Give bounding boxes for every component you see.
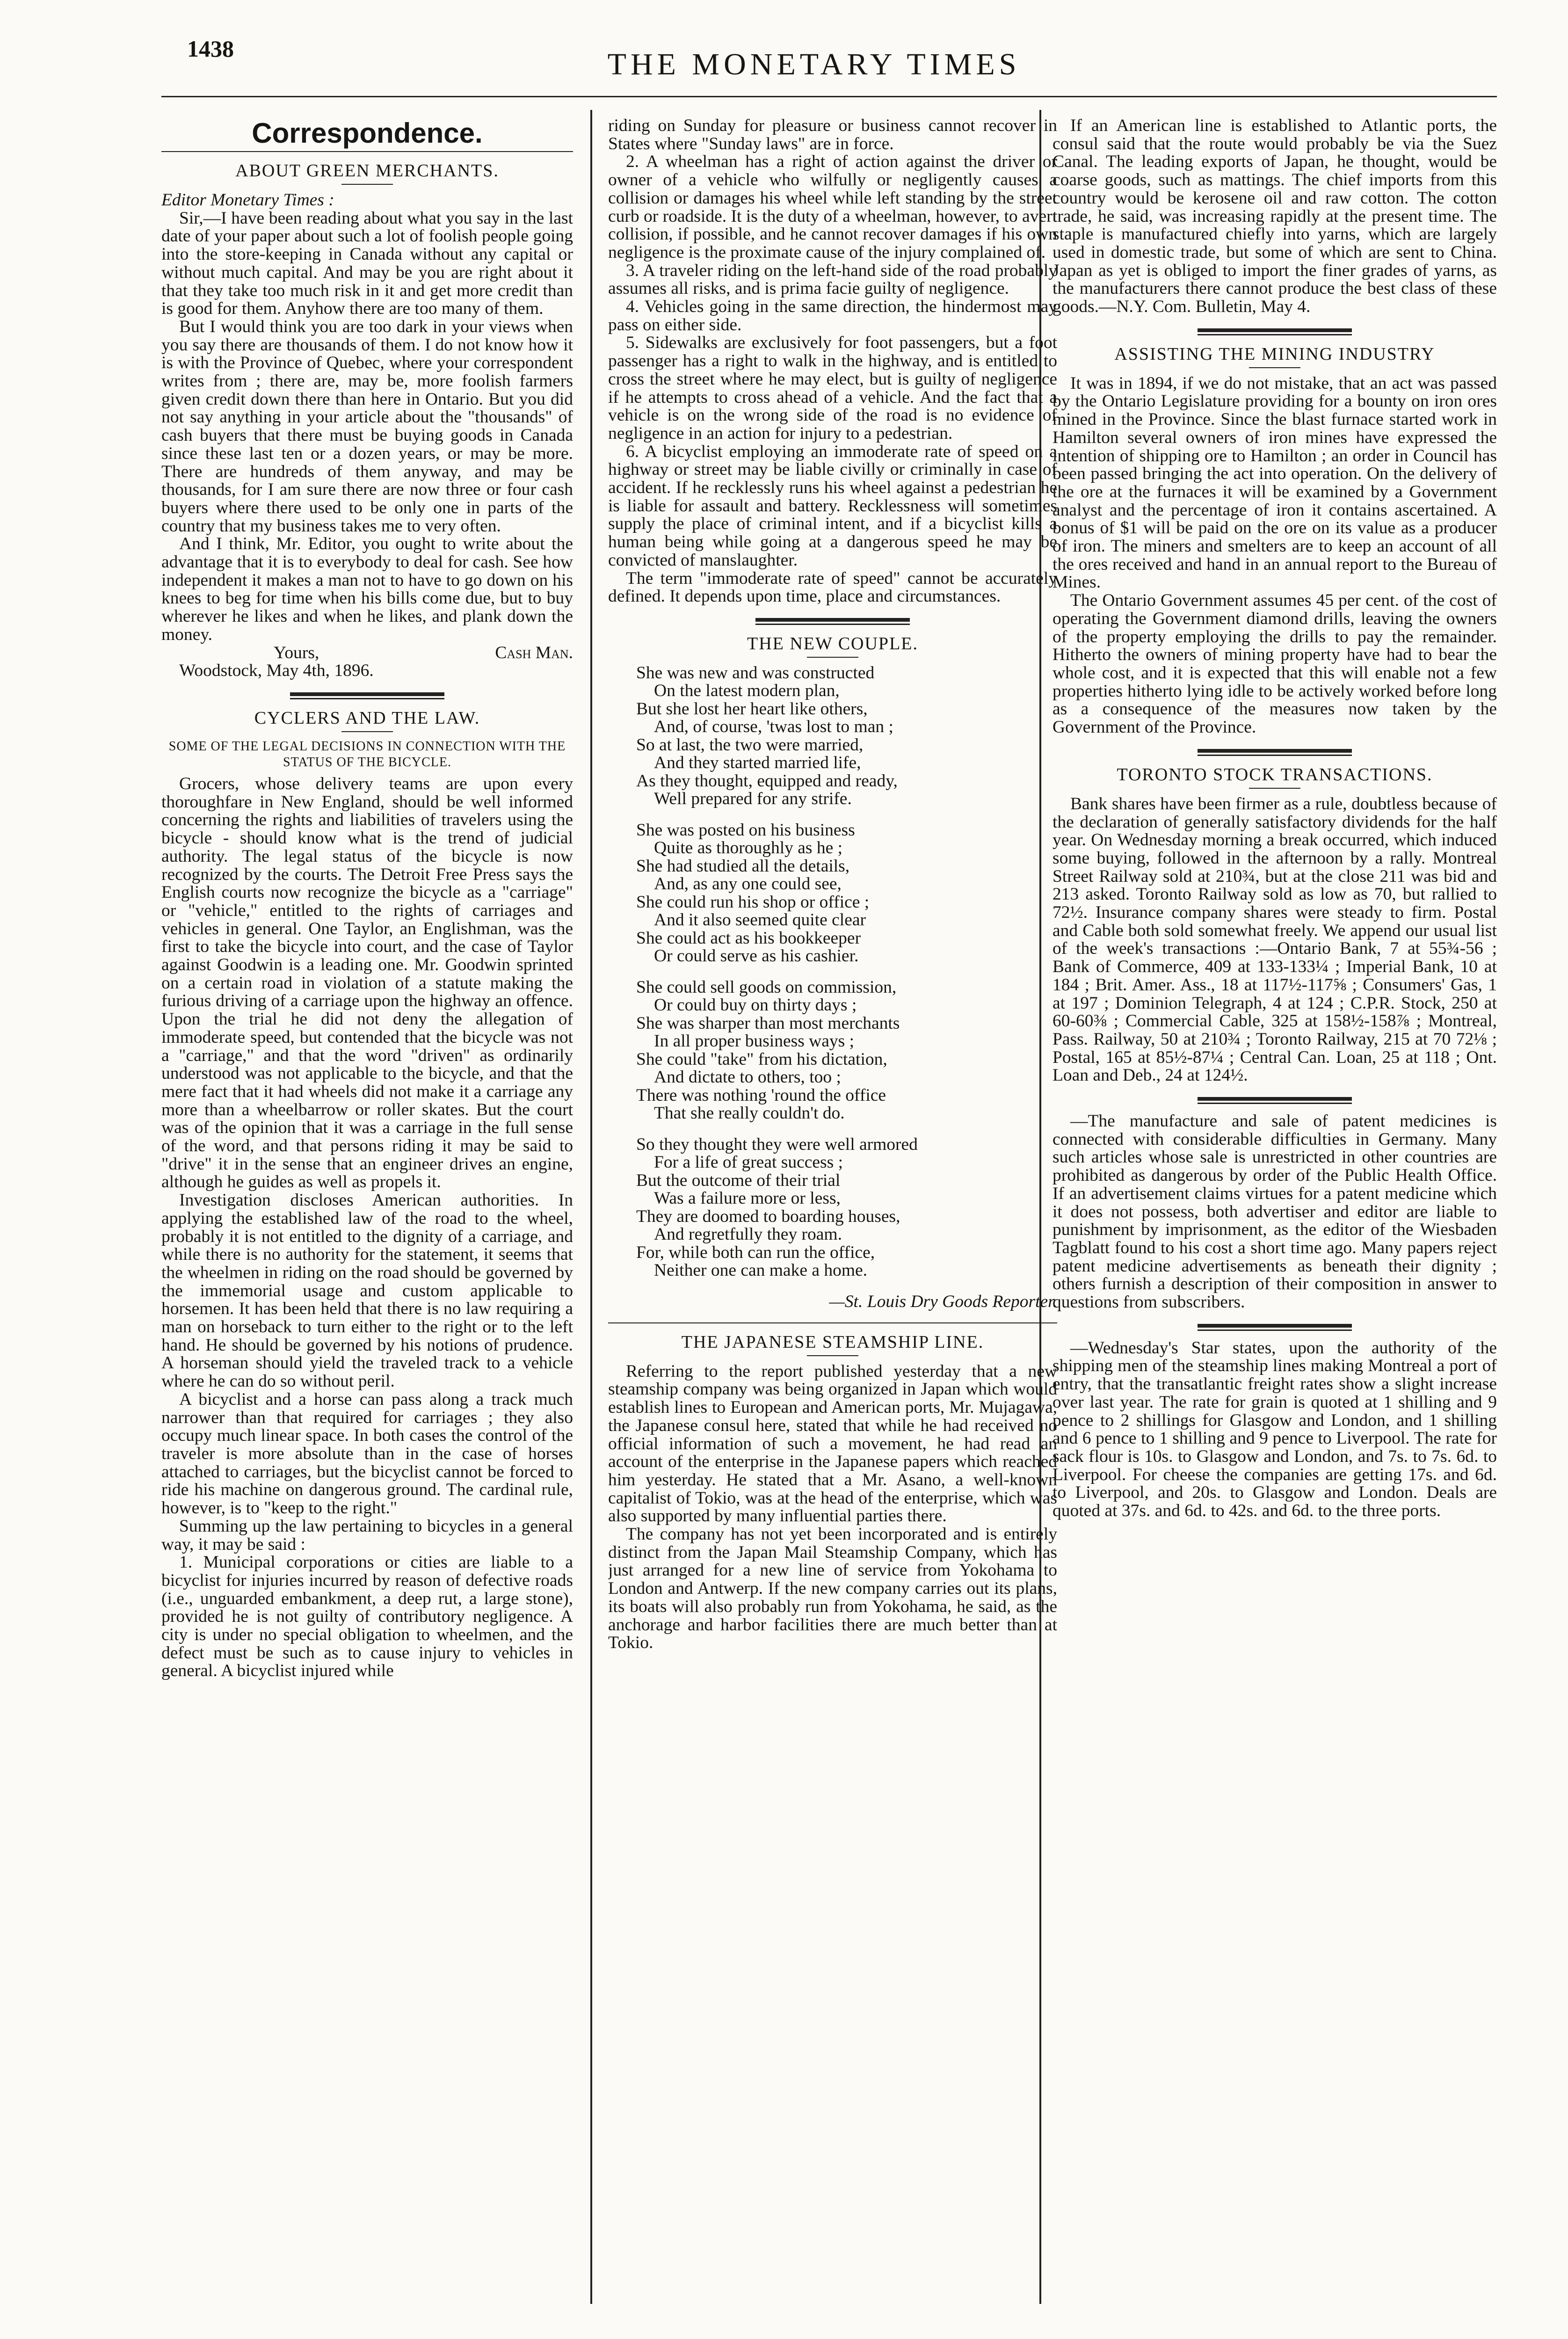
stock-title: TORONTO STOCK TRANSACTIONS.	[1117, 764, 1433, 785]
star-paragraph: —Wednesday's Star states, upon the authority of the shipping men of the steamship lines making Montreal a port of entry, that the transatlantic freight rates show a slight increase over last year. The rate for grain is quoted at 1 shilling and 9 pence to 2 shillings for Glasgow and London, and 1 shilling and 6 pence to 1 shilling and 9 pence to Liverpool. The rate for sack flour is 10s. to Glasgow and London, and 7s. to 7s. 6d. to Liverpool. For cheese the companies are getting 17s. and 6d. to Liverpool, and 20s. to Glasgow and London. Deals are quoted at 37s. and 6d. to 42s. and 6d. to the three ports.	[1053, 1338, 1497, 1521]
masthead: THE MONETARY TIMES	[607, 47, 1021, 81]
poem-line: But the outcome of their trial	[636, 1170, 841, 1190]
new-couple-title: THE NEW COUPLE.	[747, 633, 918, 654]
cyclers-continued-5: 5. Sidewalks are exclusively for foot passengers, but a foot passenger has a right to walk in the highway, and is entitled to cross the street where he may elect, but is guilty of negligence if he attempts to cross ahead of a vehicle. And the fact that a vehicle is on the wrong side of the road is no evidence of negligence in an action for injury to a pedestrian.	[608, 333, 1057, 443]
section-divider	[1198, 328, 1352, 335]
column-3	[1053, 117, 1497, 2316]
cyclers-continued-7: The term "immoderate rate of speed" cannot be accurately defined. It depends upon time, place and circumstances.	[608, 568, 1057, 606]
mining-title: ASSISTING THE MINING INDUSTRY	[1114, 344, 1435, 364]
poem	[636, 664, 1057, 1280]
poem-line: And dictate to others, too ;	[654, 1068, 841, 1087]
cyclers-title: CYCLERS AND THE LAW.	[254, 708, 480, 728]
poem-line: Or could buy on thirty days ;	[654, 995, 857, 1015]
poem-line: She was sharper than most merchants	[636, 1013, 900, 1033]
poem-line: She was new and was constructed	[636, 663, 875, 683]
column-rule-1	[590, 110, 592, 2304]
poem-line: Well prepared for any strife.	[654, 789, 852, 809]
poem-source: —St. Louis Dry Goods Reporter.	[829, 1292, 1057, 1311]
poem-line: And regretfully they roam.	[654, 1225, 842, 1244]
signature	[161, 644, 573, 662]
stock-paragraph: Bank shares have been firmer as a rule, doubtless because of the declaration of generally satisfactory dividends for the half year. On Wednesday morning a break occurred, which induced some buying, followed in the afternoon by a rally. Montreal Street Railway sold at 210¾, but at the close 211 was bid and 213 asked. Toronto Railway sold as low as 70, but rallied to 72½. Insurance company shares were steady to firm. Postal and Cable both sold somewhat freely. We append our usual list of the week's transactions :—Ontario Bank, 7 at 55¾-56 ; Bank of Commerce, 409 at 133-133¼ ; Imperial Bank, 10 at 184 ; Brit. Amer. Ass., 18 at 117½-117⅝ ; Consumers' Gas, 1 at 197 ; Dominion Telegraph, 4 at 124 ; C.P.R. Stock, 250 at 60-60⅜ ; Commercial Cable, 325 at 158½-158⅞ ; Montreal, Pass. Railway, 50 at 210¾ ; Toronto Railway, 215 at 70 72⅛ ; Postal, 165 at 85½-87¼ ; Central Can. Loan, 25 at 118 ; Ont. Loan and Deb., 24 at 124½.	[1053, 794, 1497, 1085]
cyclers-continued-2: 2. A wheelman has a right of action against the driver or owner of a vehicle who wilfully or negligently causes a collision or damages his wheel while left standing by the street curb or roadside. It is the duty of a wheelman, however, to avert collision, if possible, and he cannot recover damages if his own negligence is the proximate cause of the injury complained of.	[608, 152, 1057, 262]
japanese-steamship-title: THE JAPANESE STEAMSHIP LINE.	[681, 1332, 984, 1352]
signature-yours: Yours,	[274, 643, 319, 662]
cyclers-continued-1: riding on Sunday for pleasure or business cannot recover in States where "Sunday laws" are in force.	[608, 117, 1057, 153]
poem-line: So they thought they were well armored	[636, 1134, 918, 1154]
rule	[1249, 367, 1300, 368]
cyclers-paragraph-1: Grocers, whose delivery teams are upon every thoroughfare in New England, should be well informed concerning the rights and liabilities of travelers using the bicycle - should know what is the trend of judicial authority. The legal status of the bicycle is now recognized by the courts. The Detroit Free Press says the English courts now recognize the bicycle as a "carriage" or "vehicle," entitled to the rights of carriages and vehicles in general. One Taylor, an Englishman, was the first to take the bicycle into court, and the case of Taylor against Goodwin is a leading one. Mr. Goodwin sprinted on a certain road in violation of a statute making the furious driving of a carriage upon the highway an offence. Upon the trial he did not deny the allegation of immoderate speed, but contended that the bicycle was not a "carriage," and that the word "driven" as ordinarily understood was not applicable to the bicycle, and that the mere fact that it had wheels did not make it a carriage any more than a wheelbarrow or roller skates. But the court was of the opinion that it was a carriage in the full sense of the word, and that persons riding it may be said to "drive" it in the sense that an engineer drives an engine, although he guides as well as propels it.	[161, 774, 573, 1192]
page-number: 1438	[187, 36, 234, 62]
poem-line: Or could serve as his cashier.	[654, 946, 859, 966]
section-divider	[755, 618, 910, 625]
cyclers-subtitle: SOME OF THE LEGAL DECISIONS IN CONNECTION WITH THE STATUS OF THE BICYCLE.	[168, 739, 566, 770]
cyclers-continued-4: 4. Vehicles going in the same direction, the hindermost may pass on either side.	[608, 297, 1057, 334]
rule	[161, 151, 573, 152]
rule	[807, 657, 858, 658]
green-paragraph-2: But I would think you are too dark in your views when you say there are thousands of them. I do not know how it is with the Province of Quebec, where your correspondent writes from ; there are, may be, more foolish farmers given credit down there than here in Ontario. But you did not say anything in your article about the "thousands" of cash buyers that there must be buying goods in Canada since these last ten or a dozen years, or may be more. There are hundreds of them anyway, and may be thousands, for I am sure there are now three or four cash buyers where there used to be only one in parts of the country that my business takes me to very often.	[161, 317, 573, 536]
poem-line: And it also seemed quite clear	[654, 910, 866, 930]
japan-paragraph-2: The company has not yet been incorporated and is entirely distinct from the Japan Mail Steamship Company, which has just arranged for a new line of service from Yokohama to London and Antwerp. If the new company carries out its plans, its boats will also probably run from Yokohama, he said, as the anchorage and harbor facilities there are much better than at Tokio.	[608, 1525, 1057, 1653]
poem-stanza-4	[636, 1136, 1057, 1280]
poem-line: She was posted on his business	[636, 820, 855, 840]
patent-medicines-paragraph: —The manufacture and sale of patent medicines is connected with considerable difficulties in Germany. Many such articles whose sale is unrestricted in other countries are prohibited as dangerous by order of the Public Health Office. If an advertisement claims virtues for a patent medicine which it does not possess, both advertiser and editor are liable to punishment by imprisonment, as the editor of the Wiesbaden Tagblatt found to his cost a short time ago. Many papers reject patent medicine advertisements as beneath their dignity ; others furnish a description of their composition in answer to questions from subscribers.	[1053, 1111, 1497, 1312]
poem-line: She could run his shop or office ;	[636, 892, 870, 912]
poem-line: For a life of great success ;	[654, 1153, 843, 1172]
poem-line: Quite as thoroughly as he ;	[654, 838, 843, 858]
section-divider	[290, 692, 444, 699]
cyclers-continued-3: 3. A traveler riding on the left-hand side of the road probably assumes all risks, and is prima facie guilty of negligence.	[608, 261, 1057, 298]
green-merchants-title: ABOUT GREEN MERCHANTS.	[235, 161, 499, 181]
rule	[608, 1322, 1057, 1323]
rule	[807, 1355, 858, 1356]
header-rule	[161, 96, 1497, 97]
poem-line: She could sell goods on commission,	[636, 977, 897, 997]
salutation: Editor Monetary Times :	[161, 190, 334, 210]
cyclers-paragraph-4: Summing up the law pertaining to bicycles in a general way, it may be said :	[161, 1516, 573, 1554]
mining-paragraph-1: It was in 1894, if we do not mistake, that an act was passed by the Ontario Legislature providing for a bounty on iron ores mined in the Province. Since the blast furnace started work in Hamilton several owners of iron mines have expressed the intention of shipping ore to Hamilton ; an order in Council has been passed bringing the act into operation. On the delivery of the ore at the furnaces it will be examined by a Government analyst and the percentage of iron it contains ascertained. A bonus of $1 will be paid on the ore on its value as a producer of iron. The miners and smelters are to keep an account of all the ores received and hand in an annual report to the Bureau of Mines.	[1053, 373, 1497, 592]
poem-line: And, as any one could see,	[654, 874, 842, 894]
cyclers-continued-6: 6. A bicyclist employing an immoderate rate of speed on a highway or street may be liable civilly or criminally in case of accident. If he recklessly runs his wheel against a pedestrian he is liable for assault and battery. Recklessness will sometimes supply the place of criminal intent, and if a bicyclist kills a human being while going at a dangerous speed he may be convicted of manslaughter.	[608, 442, 1057, 570]
poem-line: And, of course, 'twas lost to man ;	[654, 717, 893, 737]
poem-line: For, while both can run the office,	[636, 1242, 875, 1262]
cyclers-paragraph-2: Investigation discloses American authorities. In applying the established law of the road to the wheel, probably it is not entitled to the dignity of a carriage, and while there is no authority for the statement, it seems that the wheelmen in riding on the road should be governed by the immemorial usage and custom applicable to horsemen. It has been held that there is no law requiring a man on horseback to turn either to the right or to the left hand. He should be governed by his notions of prudence. A horseman should yield the traveled track to a vehicle where he can do so without peril.	[161, 1191, 573, 1391]
rule	[1249, 788, 1300, 789]
cyclers-paragraph-5: 1. Municipal corporations or cities are liable to a bicyclist for injuries incurred by reason of defective roads (i.e., unguarded embankment, a deep rut, a large stone), provided he is not guilty of contributory negligence. A city is under no special obligation to wheelmen, and the defect must be such as to cause injury to vehicles in general. A bicyclist injured while	[161, 1553, 573, 1681]
poem-line: So at last, the two were married,	[636, 735, 864, 755]
poem-line: She had studied all the details,	[636, 856, 850, 876]
section-divider	[1198, 1097, 1352, 1104]
signature-name: Cash Man.	[495, 643, 573, 662]
poem-line: Neither one can make a home.	[654, 1261, 868, 1280]
section-divider	[1198, 749, 1352, 756]
poem-line: In all proper business ways ;	[654, 1031, 855, 1051]
poem-line: They are doomed to boarding houses,	[636, 1206, 900, 1226]
poem-line: She could "take" from his dictation,	[636, 1049, 887, 1069]
poem-line: As they thought, equipped and ready,	[636, 771, 898, 791]
green-paragraph-3: And I think, Mr. Editor, you ought to write about the advantage that it is to everybody to deal for cash. See how independent it makes a man not to have to go down on his knees to beg for time when his bills come due, but to buy wherever he likes and when he likes, and plank down the money.	[161, 534, 573, 644]
poem-line: There was nothing 'round the office	[636, 1085, 886, 1105]
japan-paragraph-1: Referring to the report published yesterday that a new steamship company was being organized in Japan which would establish lines to European and American ports, Mr. Mujagawa, the Japanese consul here, stated that while he had received no official information of such a movement, he had read an account of the enterprise in the Japanese papers which reached him yesterday. He stated that a Mr. Asano, a well-known capitalist of Tokio, was at the head of the enterprise, which was also supported by many influential parties there.	[608, 1361, 1057, 1526]
japan-continued: If an American line is established to Atlantic ports, the consul said that the route would probably be via the Suez Canal. The leading exports of Japan, he thought, would be coarse goods, such as mattings. The chief imports from this country would be kerosene oil and raw cotton. The cotton trade, he said, was increasing rapidly at the present time. The staple is manufactured chiefly into yarns, which are largely used in domestic trade, but some of which are sent to China. Japan as yet is obliged to import the finer grades of yarns, as the manufacturers there cannot produce the best class of these goods.—N.Y. Com. Bulletin, May 4.	[1053, 117, 1497, 317]
rule	[341, 184, 393, 185]
poem-line: On the latest modern plan,	[654, 681, 840, 701]
poem-line: But she lost her heart like others,	[636, 699, 868, 719]
dateline: Woodstock, May 4th, 1896.	[179, 661, 374, 681]
poem-line: Was a failure more or less,	[654, 1189, 841, 1208]
column-1	[161, 117, 573, 2316]
column-2	[608, 117, 1057, 2316]
poem-stanza-1	[636, 664, 1057, 808]
poem-line: That she really couldn't do.	[654, 1104, 845, 1123]
poem-stanza-3	[636, 979, 1057, 1123]
cyclers-paragraph-3: A bicyclist and a horse can pass along a track much narrower than that required for carriages ; they also occupy much linear space. In both cases the control of the traveler is more absolute than in the case of horses attached to carriages, but the bicyclist cannot be forced to ride his machine on dangerous ground. The cardinal rule, however, is to "keep to the right."	[161, 1389, 573, 1518]
poem-line: She could act as his bookkeeper	[636, 928, 861, 948]
poem-line: And they started married life,	[654, 753, 861, 773]
poem-stanza-2	[636, 821, 1057, 966]
rule	[341, 731, 393, 732]
green-paragraph-1: Sir,—I have been reading about what you say in the last date of your paper about such a lot of foolish people going into the store-keeping in Canada without any capital or without much capital. And may be you are right about it that they take too much risk in it and get more credit than is good for them. Anyhow there are too many of them.	[161, 208, 573, 319]
mining-paragraph-2: The Ontario Government assumes 45 per cent. of the cost of operating the Government diamond drills, leaving the owners of the property employing the drills to pay the remainder. Hitherto the owners of mining property have had to bear the whole cost, and it is expected that this will enable not a few properties hitherto lying idle to be actively worked before long as a consequence of the measures now taken by the Government of the Province.	[1053, 591, 1497, 737]
correspondence-heading: Correspondence.	[252, 117, 483, 149]
section-divider	[1198, 1324, 1352, 1331]
